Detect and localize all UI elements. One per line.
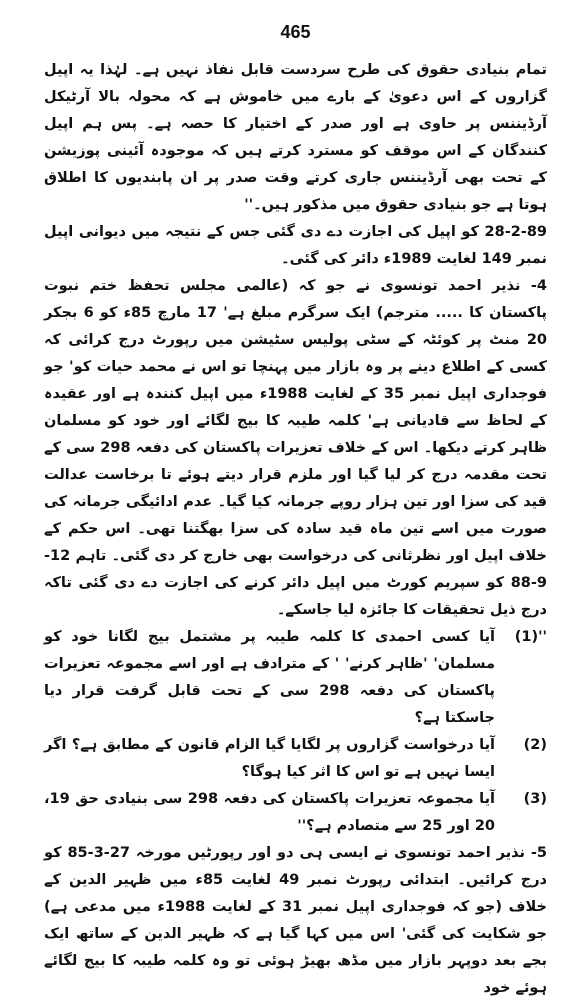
numbered-question — [44, 624, 547, 732]
paragraph: 5- نذیر احمد تونسوی نے ایسی ہی دو اور رپورٹیں مورخہ 27-3-85 کو درج کرائیں۔ ابتدائی رپورٹ نمبر 49 لغایت 85ء میں ظہیر الدین کے خلاف (جو کہ فوجداری اپیل نمبر 31 کے لغایت 1988ء میں مدعی ہے) جو شکایت کی گئی' اس میں کہا گیا ہے کہ ظہیر الدین کے ساتھ ایک بجے بعد دوپہر بازار میں مڈھ بھیڑ ہوئی تو وہ کلمہ طیبہ کا بیج لگائے ہوئے خود — [44, 845, 548, 996]
paragraph: تمام بنیادی حقوق کی طرح سردست قابل نفاذ نہیں ہے۔ لہٰذا یہ اپیل گزاروں کے اس دعویٰ کے بارے میں خاموش ہے کہ محولہ بالا آرٹیکل آرڈیننس پر حاوی ہے اور صدر کے اختیار کا حصہ ہے۔ پس ہم اپیل کنندگان کے اس موقف کو مسترد کرتے ہیں کہ موجودہ آئینی پوزیشن کے تحت بھی آرڈیننس جاری کرتے وقت صدر پر ان پابندیوں کا اطلاق ہوتا ہے جو بنیادی حقوق میں مذکور ہیں۔'' — [44, 62, 547, 213]
numbered-question — [44, 732, 547, 786]
numbered-question — [44, 786, 547, 840]
paragraph: 28-2-89 کو اپیل کی اجازت دے دی گئی جس کے نتیجہ میں دیوانی اپیل نمبر 149 لغایت 1989ء دائر کی گئی۔ — [44, 224, 547, 267]
page-number: 465 — [280, 22, 311, 42]
question-number: ''(1) — [514, 629, 547, 645]
body-text — [44, 57, 547, 1002]
question-text: آیا درخواست گزاروں پر لگایا گیا الزام قانون کے مطابق ہے؟ اگر ایسا نہیں ہے تو اس کا اثر کیا ہوگا؟ — [44, 737, 495, 780]
question-number: (2) — [523, 737, 547, 753]
question-number: (3) — [523, 791, 547, 807]
question-text: آیا کسی احمدی کا کلمہ طیبہ پر مشتمل بیج لگانا خود کو مسلمان' 'ظاہر کرنے' ' کے مترادف ہے اور اسے مجموعہ تعزیرات پاکستان کی دفعہ 298 سی کے تحت قابل گرفت قرار دیا جاسکتا ہے؟ — [44, 629, 495, 726]
question-text: آیا مجموعہ تعزیرات پاکستان کی دفعہ 298 سی بنیادی حق 19، 20 اور 25 سے متصادم ہے؟'' — [44, 791, 495, 834]
paragraph: 4- نذیر احمد تونسوی نے جو کہ (عالمی مجلس تحفظ ختم نبوت پاکستان کا ..... مترجم) ایک سرگرم مبلغ ہے' 17 مارچ 85ء کو 6 بجکر 20 منٹ پر کوئٹہ کے سٹی پولیس سٹیشن میں رپورٹ درج کرائی کہ کسی کے اطلاع دینے پر وہ بازار میں پہنچا تو اس نے محمد حیات کو' جو فوجداری اپیل نمبر 35 کے لغایت 1988ء میں اپیل کنندہ ہے اور عقیدہ کے لحاظ سے قادیانی ہے' کلمہ طیبہ کا بیج لگائے اور خود کو مسلمان ظاہر کرتے دیکھا۔ اس کے خلاف تعزیرات پاکستان کی دفعہ 298 سی کے تحت مقدمہ درج کر لیا گیا اور ملزم قرار دیتے ہوئے تا برخاست عدالت قید کی سزا اور تین ہزار روپے جرمانہ کیا گیا۔ عدم ادائیگی جرمانہ کی صورت میں اسے تین ماہ قید سادہ کی سزا بھگتنا تھی۔ اس حکم کے خلاف اپیل اور نظرثانی کی درخواست بھی خارج کر دی گئی۔ تاہم 12-9-88 کو سپریم کورٹ میں اپیل دائر کرنے کی اجازت دے دی گئی تاکہ درج ذیل تحقیقات کا جائزہ لیا جاسکے۔ — [44, 278, 547, 618]
